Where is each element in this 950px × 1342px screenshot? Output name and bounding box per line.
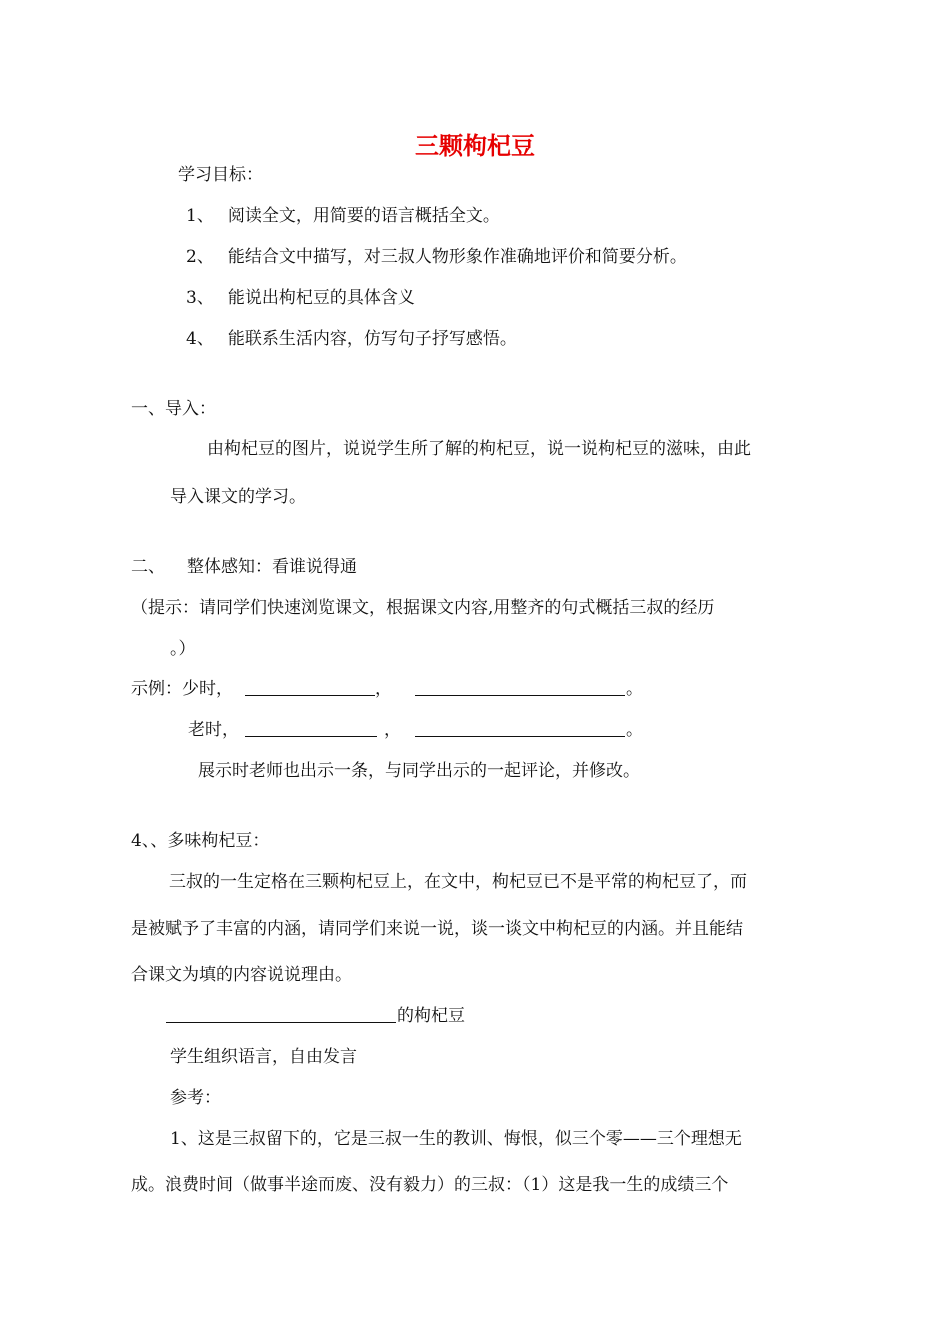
section-1-paragraph-line-1: 由枸杞豆的图片，说说学生所了解的枸杞豆，说一说枸杞豆的滋味，由此 bbox=[207, 439, 751, 459]
goal-text: 能结合文中描写，对三叔人物形象作准确地评价和简要分析。 bbox=[227, 247, 687, 267]
goal-item-4 bbox=[186, 327, 517, 351]
hint-line-1: （提示：请同学们快速浏览课文，根据课文内容,用整齐的句式概括三叔的经历 bbox=[131, 598, 715, 618]
period: 。 bbox=[626, 679, 643, 699]
section-4-paragraph-line-1: 三叔的一生定格在三颗枸杞豆上，在文中，枸杞豆已不是平常的枸杞豆了，而 bbox=[169, 872, 747, 892]
goal-number: 1、 bbox=[186, 206, 214, 226]
comma: ， bbox=[384, 720, 401, 740]
section-2-heading bbox=[131, 555, 357, 579]
goal-item-3 bbox=[186, 286, 415, 310]
young-blank-1[interactable] bbox=[245, 677, 375, 696]
meaning-blank[interactable] bbox=[166, 1004, 396, 1023]
section-4-paragraph-line-3: 合课文为填的内容说说理由。 bbox=[131, 965, 352, 985]
goal-item-1 bbox=[186, 204, 500, 228]
fill-suffix: 的枸杞豆 bbox=[397, 1006, 465, 1026]
goal-text: 能说出枸杞豆的具体含义 bbox=[227, 288, 415, 308]
section-2-title: 整体感知：看谁说得通 bbox=[187, 557, 357, 577]
goals-heading: 学习目标： bbox=[178, 165, 263, 185]
goal-number: 4、 bbox=[186, 329, 214, 349]
goal-text: 阅读全文，用简要的语言概括全文。 bbox=[227, 206, 500, 226]
goal-item-2 bbox=[186, 245, 687, 269]
section-2-number: 二、 bbox=[131, 557, 165, 577]
old-label: 老时， bbox=[188, 720, 239, 740]
goal-text: 能联系生活内容，仿写句子抒写感悟。 bbox=[227, 329, 517, 349]
section-1-heading: 一、导入： bbox=[131, 399, 216, 419]
goal-number: 3、 bbox=[186, 288, 214, 308]
reference-line-1: 1、这是三叔留下的，它是三叔一生的教训、悔恨，似三个零——三个理想无 bbox=[170, 1129, 742, 1149]
hint-line-2: 。） bbox=[170, 639, 196, 659]
reference-label: 参考： bbox=[170, 1088, 221, 1108]
section-1-paragraph-line-2: 导入课文的学习。 bbox=[170, 487, 306, 507]
young-blank-2[interactable] bbox=[415, 677, 625, 696]
goal-number: 2、 bbox=[186, 247, 214, 267]
activity-note: 学生组织语言，自由发言 bbox=[170, 1047, 357, 1067]
section-4-heading: 4、、多味枸杞豆： bbox=[131, 831, 270, 851]
section-4-paragraph-line-2: 是被赋予了丰富的内涵，请同学们来说一说，谈一谈文中枸杞豆的内涵。并且能结 bbox=[131, 919, 743, 939]
old-blank-2[interactable] bbox=[415, 718, 625, 737]
example-label: 示例： bbox=[131, 679, 182, 699]
example-young-row bbox=[131, 677, 233, 701]
reference-line-2: 成。浪费时间（做事半途而废、没有毅力）的三叔：（1）这是我一生的成绩三个 bbox=[131, 1175, 729, 1195]
comma: ， bbox=[375, 679, 392, 699]
period: 。 bbox=[626, 720, 643, 740]
document-title: 三颗枸杞豆 bbox=[415, 132, 535, 160]
section-2-note: 展示时老师也出示一条，与同学出示的一起评论，并修改。 bbox=[198, 761, 640, 781]
old-blank-1[interactable] bbox=[245, 718, 377, 737]
young-label: 少时， bbox=[182, 679, 233, 699]
